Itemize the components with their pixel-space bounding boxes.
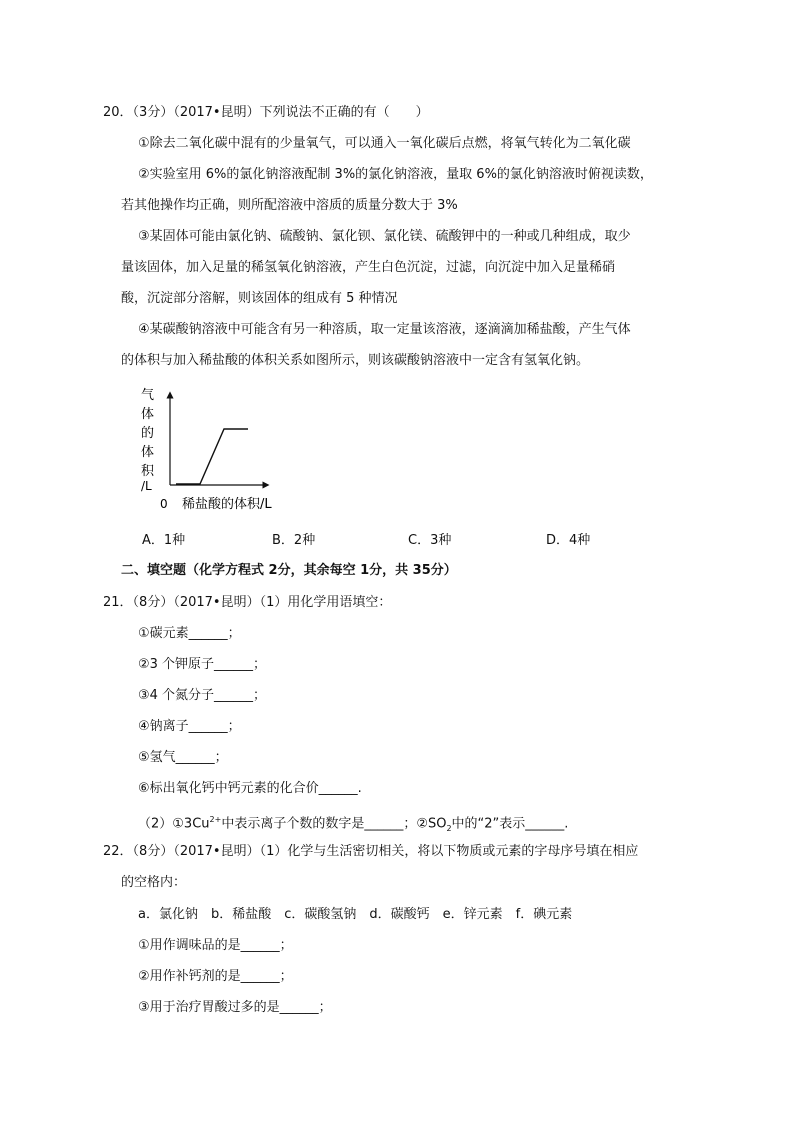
y-label-char: 气	[141, 388, 155, 403]
q21-p2-charge: 2+	[209, 815, 222, 824]
origin-label: 0	[160, 497, 168, 511]
q20-statement-4b: 的体积与加入稀盐酸的体积关系如图所示，则该碳酸钠溶液中一定含有氢氧化钠。	[121, 353, 590, 368]
option-c: C．3种	[408, 533, 452, 548]
y-label-char: 体	[141, 407, 155, 422]
q20-statement-2b: 若其他操作均正确，则所配溶液中溶质的质量分数大于 3%	[121, 198, 458, 213]
y-label-char: 积	[141, 464, 155, 479]
q21-item-4: ④钠离子______；	[138, 719, 241, 734]
q21-p2-c: 中的“2”表示______.	[451, 816, 569, 832]
q22-item-3: ③用于治疗胃酸过多的是______；	[138, 1000, 332, 1015]
q20-statement-3a: ③某固体可能由氯化钠、硫酸钠、氯化钡、氯化镁、硫酸钾中的一种或几种组成，取少	[138, 229, 631, 244]
option-b: B．2种	[272, 533, 316, 548]
q20-statement-4a: ④某碳酸钠溶液中可能含有另一种溶质，取一定量该溶液，逐滴滴加稀盐酸，产生气体	[138, 322, 631, 337]
x-axis-label: 稀盐酸的体积/L	[182, 497, 272, 512]
y-label-char: 体	[141, 445, 155, 460]
gas-volume-chart	[138, 385, 288, 520]
option-a: A．1种	[142, 533, 186, 548]
q21-item-1: ①碳元素______；	[138, 626, 241, 641]
gas-volume-series-line	[176, 429, 248, 484]
q20-statement-3c: 酸，沉淀部分溶解，则该固体的组成有 5 种情况	[121, 291, 398, 306]
q21-item-3: ③4 个氮分子______；	[138, 688, 267, 703]
q22-item-2: ②用作补钙剂的是______；	[138, 969, 293, 984]
y-label-char: /L	[141, 479, 152, 493]
q22-header: 22．（8分）（2017•昆明）（1）化学与生活密切相关，将以下物质或元素的字母序号填在相应	[103, 844, 639, 859]
q21-item-6: ⑥标出氧化钙中钙元素的化合价______.	[138, 781, 362, 796]
q21-p2-subscript: 2	[446, 823, 452, 833]
q22-choices: a．氯化钠 b．稀盐酸 c．碳酸氢钠 d．碳酸钙 e．锌元素 f．碘元素	[138, 907, 573, 922]
q21-p2-a: （2）①3Cu	[138, 816, 210, 832]
option-d: D．4种	[546, 533, 591, 548]
q20-statement-2a: ②实验室用 6%的氯化钠溶液配制 3%的氯化钠溶液，量取 6%的氯化钠溶液时俯视读数，	[138, 167, 653, 182]
y-axis-label	[141, 388, 155, 493]
q21-p2-b: 中表示离子个数的数字是______；②SO	[221, 816, 447, 832]
chart-svg	[138, 385, 288, 520]
q20-statement-1: ①除去二氧化碳中混有的少量氧气，可以通入一氧化碳后点燃，将氧气转化为二氧化碳	[138, 136, 631, 151]
q21-part-2	[138, 811, 568, 838]
q20-header: 20．（3分）（2017•昆明）下列说法不正确的有（ ）	[103, 105, 429, 120]
q21-header: 21．（8分）（2017•昆明）（1）用化学用语填空：	[103, 595, 392, 610]
q22-item-1: ①用作调味品的是______；	[138, 938, 293, 953]
q20-statement-3b: 量该固体，加入足量的稀氢氧化钠溶液，产生白色沉淀，过滤，向沉淀中加入足量稀硝	[121, 260, 616, 275]
q21-item-2: ②3 个钾原子______；	[138, 657, 267, 672]
y-label-char: 的	[141, 426, 155, 441]
section-2-title: 二、填空题（化学方程式 2分，其余每空 1分，共 35分）	[121, 563, 457, 578]
q21-item-5: ⑤氢气______；	[138, 750, 228, 765]
q22-header-2: 的空格内：	[121, 875, 187, 890]
